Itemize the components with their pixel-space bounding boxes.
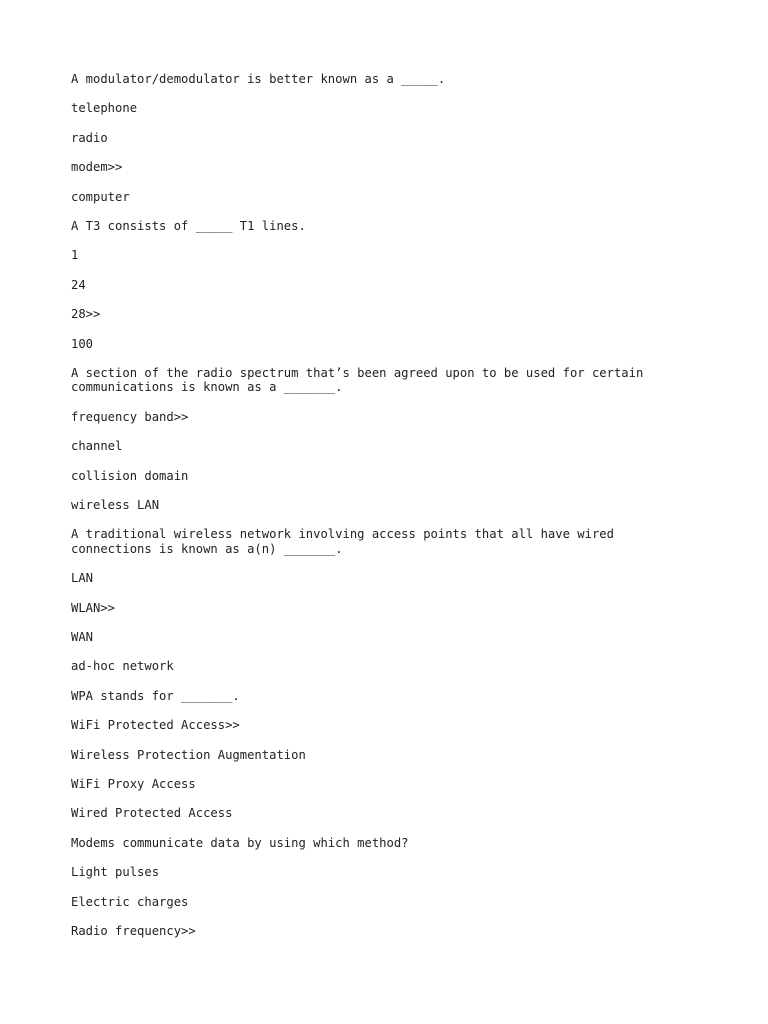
answer-option: computer: [71, 189, 130, 204]
question-block: [71, 527, 691, 674]
answer-option-correct: Radio frequency>>: [71, 923, 196, 938]
answer-option: LAN: [71, 571, 94, 586]
question-block: [71, 689, 691, 821]
answer-option-correct: WiFi Protected Access>>: [71, 718, 240, 733]
answer-option: Wired Protected Access: [71, 806, 233, 821]
answer-option: wireless LAN: [71, 497, 160, 512]
question-block: [71, 366, 691, 513]
answer-option-correct: WLAN>>: [71, 600, 116, 615]
answer-option: Electric charges: [71, 894, 189, 909]
answer-option-correct: modem>>: [71, 160, 123, 175]
answer-option: Light pulses: [71, 865, 160, 880]
answer-option: channel: [71, 439, 123, 454]
question-text: A section of the radio spectrum that’s been agreed upon to be used for certain communications is known as a _______.: [71, 365, 651, 395]
question-block: [71, 836, 691, 939]
answer-option: Wireless Protection Augmentation: [71, 747, 306, 762]
answer-option: telephone: [71, 101, 138, 116]
answer-option: collision domain: [71, 468, 189, 483]
answer-option: radio: [71, 130, 108, 145]
quiz-document: [71, 72, 691, 953]
question-text: A traditional wireless network involving access points that all have wired connections is known as a(n) _______.: [71, 527, 622, 556]
answer-option: 1: [71, 248, 79, 263]
answer-option: WiFi Proxy Access: [71, 776, 196, 791]
question-text: Modems communicate data by using which method?: [71, 835, 409, 850]
question-text: A T3 consists of _____ T1 lines.: [71, 218, 306, 233]
answer-option: 100: [71, 336, 94, 351]
question-text: WPA stands for _______.: [71, 688, 240, 703]
question-block: [71, 219, 691, 351]
answer-option-correct: 28>>: [71, 307, 101, 322]
answer-option-correct: frequency band>>: [71, 409, 189, 424]
answer-option: ad-hoc network: [71, 659, 174, 674]
answer-option: WAN: [71, 630, 94, 645]
answer-option: 24: [71, 277, 86, 292]
question-block: [71, 72, 691, 204]
question-text: A modulator/demodulator is better known as a _____.: [71, 72, 446, 86]
